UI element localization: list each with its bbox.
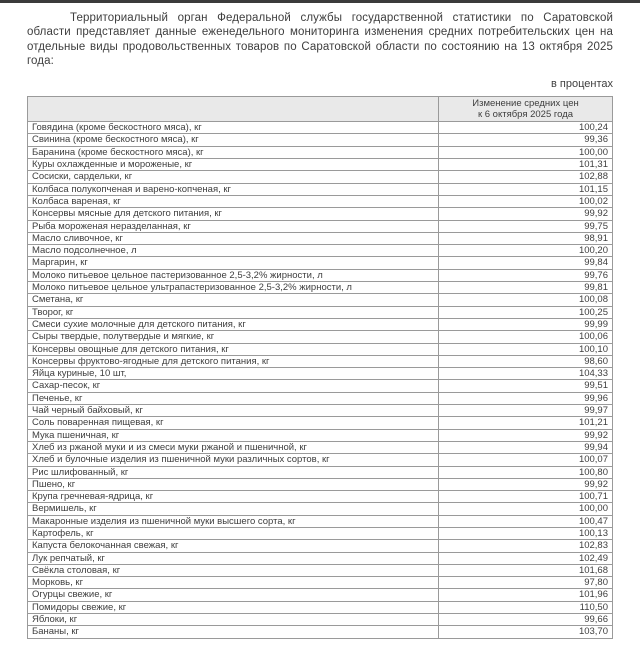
table-row xyxy=(28,195,613,207)
table-row xyxy=(28,527,613,539)
table-row xyxy=(28,417,613,429)
table-row xyxy=(28,220,613,232)
table-row xyxy=(28,257,613,269)
product-name-cell: Творог, кг xyxy=(28,306,439,318)
product-name-cell: Рыба мороженая неразделанная, кг xyxy=(28,220,439,232)
table-row xyxy=(28,503,613,515)
value-cell: 101,68 xyxy=(439,564,613,576)
product-name-cell: Сметана, кг xyxy=(28,294,439,306)
table-row xyxy=(28,491,613,503)
value-cell: 99,92 xyxy=(439,429,613,441)
product-name-cell: Смеси сухие молочные для детского питания, кг xyxy=(28,318,439,330)
value-cell: 99,92 xyxy=(439,478,613,490)
value-cell: 99,97 xyxy=(439,405,613,417)
value-cell: 100,13 xyxy=(439,527,613,539)
value-cell: 97,80 xyxy=(439,577,613,589)
value-cell: 102,88 xyxy=(439,171,613,183)
value-cell: 100,07 xyxy=(439,454,613,466)
product-name-cell: Соль поваренная пищевая, кг xyxy=(28,417,439,429)
table-row xyxy=(28,355,613,367)
value-cell: 98,91 xyxy=(439,232,613,244)
table-row xyxy=(28,343,613,355)
value-cell: 99,76 xyxy=(439,269,613,281)
product-name-cell: Мука пшеничная, кг xyxy=(28,429,439,441)
table-row xyxy=(28,306,613,318)
value-cell: 104,33 xyxy=(439,368,613,380)
table-row xyxy=(28,552,613,564)
table-row xyxy=(28,294,613,306)
table-row xyxy=(28,626,613,638)
document-body xyxy=(0,11,640,639)
table-row xyxy=(28,429,613,441)
product-name-cell: Рис шлифованный, кг xyxy=(28,466,439,478)
product-name-cell: Маргарин, кг xyxy=(28,257,439,269)
table-row xyxy=(28,454,613,466)
product-column-header xyxy=(28,97,439,122)
table-row xyxy=(28,601,613,613)
table-row xyxy=(28,331,613,343)
table-row xyxy=(28,441,613,453)
table-row xyxy=(28,159,613,171)
value-cell: 99,84 xyxy=(439,257,613,269)
table-row xyxy=(28,269,613,281)
table-row xyxy=(28,405,613,417)
value-column-header-line2: к 6 октября 2025 года xyxy=(477,109,574,121)
product-name-cell: Яблоки, кг xyxy=(28,614,439,626)
product-name-cell: Лук репчатый, кг xyxy=(28,552,439,564)
product-name-cell: Куры охлажденные и мороженые, кг xyxy=(28,159,439,171)
table-row xyxy=(28,466,613,478)
table-row xyxy=(28,589,613,601)
product-name-cell: Крупа гречневая-ядрица, кг xyxy=(28,491,439,503)
table-row xyxy=(28,368,613,380)
product-name-cell: Консервы мясные для детского питания, кг xyxy=(28,208,439,220)
product-name-cell: Вермишель, кг xyxy=(28,503,439,515)
product-name-cell: Морковь, кг xyxy=(28,577,439,589)
value-cell: 110,50 xyxy=(439,601,613,613)
product-name-cell: Макаронные изделия из пшеничной муки высшего сорта, кг xyxy=(28,515,439,527)
table-row xyxy=(28,122,613,134)
product-name-cell: Чай черный байховый, кг xyxy=(28,405,439,417)
top-divider xyxy=(0,0,640,3)
product-name-cell: Молоко питьевое цельное ультрапастеризованное 2,5-3,2% жирности, л xyxy=(28,282,439,294)
product-name-cell: Картофель, кг xyxy=(28,527,439,539)
table-row xyxy=(28,318,613,330)
product-name-cell: Молоко питьевое цельное пастеризованное 2,5-3,2% жирности, л xyxy=(28,269,439,281)
product-name-cell: Масло сливочное, кг xyxy=(28,232,439,244)
value-cell: 99,36 xyxy=(439,134,613,146)
product-name-cell: Говядина (кроме бескостного мяса), кг xyxy=(28,122,439,134)
product-name-cell: Колбаса вареная, кг xyxy=(28,195,439,207)
value-cell: 100,24 xyxy=(439,122,613,134)
product-name-cell: Баранина (кроме бескостного мяса), кг xyxy=(28,146,439,158)
table-row xyxy=(28,134,613,146)
product-name-cell: Яйца куриные, 10 шт, xyxy=(28,368,439,380)
value-cell: 100,80 xyxy=(439,466,613,478)
value-cell: 100,00 xyxy=(439,146,613,158)
value-cell: 99,66 xyxy=(439,614,613,626)
value-cell: 99,51 xyxy=(439,380,613,392)
table-header xyxy=(28,97,613,122)
value-column-header-line1: Изменение средних цен xyxy=(472,98,579,110)
value-cell: 99,92 xyxy=(439,208,613,220)
table-row xyxy=(28,183,613,195)
table-row xyxy=(28,577,613,589)
product-name-cell: Колбаса полукопченая и варено-копченая, кг xyxy=(28,183,439,195)
value-cell: 100,71 xyxy=(439,491,613,503)
table-row xyxy=(28,245,613,257)
table-row xyxy=(28,380,613,392)
product-name-cell: Капуста белокочанная свежая, кг xyxy=(28,540,439,552)
value-cell: 100,47 xyxy=(439,515,613,527)
value-cell: 100,10 xyxy=(439,343,613,355)
table-row xyxy=(28,515,613,527)
value-cell: 98,60 xyxy=(439,355,613,367)
product-name-cell: Огурцы свежие, кг xyxy=(28,589,439,601)
units-note: в процентах xyxy=(551,78,613,91)
value-cell: 100,02 xyxy=(439,195,613,207)
table-row xyxy=(28,614,613,626)
product-name-cell: Свинина (кроме бескостного мяса), кг xyxy=(28,134,439,146)
value-cell: 102,83 xyxy=(439,540,613,552)
product-name-cell: Пшено, кг xyxy=(28,478,439,490)
value-cell: 102,49 xyxy=(439,552,613,564)
table-row xyxy=(28,171,613,183)
value-cell: 101,15 xyxy=(439,183,613,195)
table-row xyxy=(28,282,613,294)
value-cell: 100,00 xyxy=(439,503,613,515)
value-cell: 101,96 xyxy=(439,589,613,601)
product-name-cell: Сосиски, сардельки, кг xyxy=(28,171,439,183)
value-cell: 99,75 xyxy=(439,220,613,232)
product-name-cell: Хлеб из ржаной муки и из смеси муки ржаной и пшеничной, кг xyxy=(28,441,439,453)
table-row xyxy=(28,232,613,244)
table-row xyxy=(28,208,613,220)
table-row xyxy=(28,146,613,158)
value-cell: 99,94 xyxy=(439,441,613,453)
table-row xyxy=(28,478,613,490)
product-name-cell: Хлеб и булочные изделия из пшеничной муки различных сортов, кг xyxy=(28,454,439,466)
value-cell: 101,21 xyxy=(439,417,613,429)
header-row xyxy=(28,97,613,122)
product-name-cell: Свёкла столовая, кг xyxy=(28,564,439,576)
product-name-cell: Сыры твердые, полутвердые и мягкие, кг xyxy=(28,331,439,343)
value-cell: 101,31 xyxy=(439,159,613,171)
table-body xyxy=(28,122,613,638)
table-row xyxy=(28,392,613,404)
product-name-cell: Бананы, кг xyxy=(28,626,439,638)
value-cell: 103,70 xyxy=(439,626,613,638)
product-name-cell: Помидоры свежие, кг xyxy=(28,601,439,613)
value-cell: 99,96 xyxy=(439,392,613,404)
table-row xyxy=(28,564,613,576)
value-cell: 100,06 xyxy=(439,331,613,343)
value-cell: 100,20 xyxy=(439,245,613,257)
value-cell: 99,99 xyxy=(439,318,613,330)
price-change-table xyxy=(27,96,613,638)
product-name-cell: Консервы фруктово-ягодные для детского питания, кг xyxy=(28,355,439,367)
product-name-cell: Печенье, кг xyxy=(28,392,439,404)
value-cell: 100,25 xyxy=(439,306,613,318)
product-name-cell: Сахар-песок, кг xyxy=(28,380,439,392)
value-cell: 100,08 xyxy=(439,294,613,306)
product-name-cell: Консервы овощные для детского питания, кг xyxy=(28,343,439,355)
value-cell: 99,81 xyxy=(439,282,613,294)
table-row xyxy=(28,540,613,552)
intro-paragraph: Территориальный орган Федеральной службы государственной статистики по Саратовской области представляет данные еженедельного мониторинга изменения средних потребительских цен на отдельные виды продовольственных товаров по Саратовской области по состоянию на 13 октября 2025 года: xyxy=(27,12,613,67)
product-name-cell: Масло подсолнечное, л xyxy=(28,245,439,257)
value-column-header xyxy=(439,97,613,122)
